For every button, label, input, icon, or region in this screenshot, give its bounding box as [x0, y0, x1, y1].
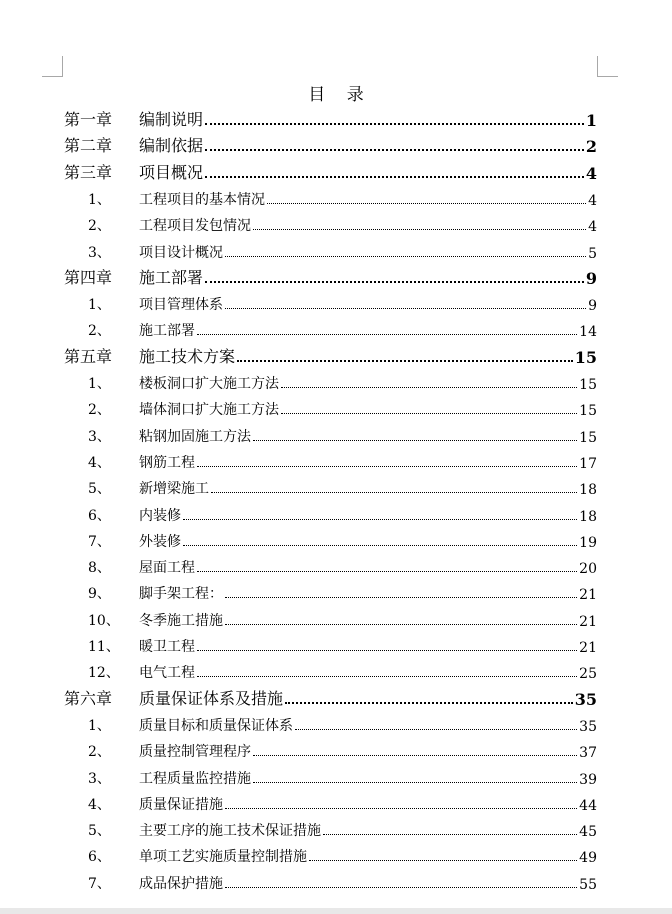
toc-entry-page-number: 5: [588, 245, 597, 262]
toc-dot-leader: [225, 887, 577, 888]
toc-section-entry[interactable]: [88, 632, 597, 656]
toc-section-entry[interactable]: [88, 711, 597, 735]
toc-dot-leader: [225, 624, 577, 625]
toc-entry-label: 质量目标和质量保证体系: [139, 717, 293, 734]
toc-entry-label: 质量控制管理程序: [139, 744, 251, 761]
toc-entry-label: 施工部署: [139, 323, 195, 340]
toc-entry-page-number: 18: [579, 508, 597, 525]
toc-entry-page-number: 35: [579, 718, 597, 735]
toc-entry-page-number: 15: [579, 429, 597, 446]
toc-entry-label: 墙体洞口扩大施工方法: [139, 402, 279, 419]
toc-entry-label: 质量保证措施: [139, 796, 223, 813]
toc-section-entry[interactable]: [88, 211, 597, 235]
toc-entry-label: 冬季施工措施: [139, 612, 223, 629]
toc-dot-leader: [225, 597, 577, 598]
toc-entry-label: 屋面工程: [139, 560, 195, 577]
toc-entry-number: 5、: [88, 481, 111, 498]
toc-entry-number: 2、: [88, 402, 111, 419]
toc-entry-label: 脚手架工程：: [139, 586, 223, 603]
toc-entry-page-number: 1: [585, 111, 597, 130]
toc-section-entry[interactable]: [88, 658, 597, 682]
toc-entry-page-number: 9: [585, 268, 597, 288]
toc-dot-leader: [197, 650, 577, 651]
toc-section-entry[interactable]: [88, 395, 597, 419]
toc-dot-leader: [205, 176, 584, 178]
toc-entry-page-number: 21: [579, 587, 597, 604]
toc-entry-number: 4、: [88, 796, 111, 813]
toc-entry-label: 暖卫工程: [139, 639, 195, 655]
toc-entry-label: 楼板洞口扩大施工方法: [139, 376, 279, 392]
toc-entry-number: 第一章: [64, 110, 113, 129]
toc-title: [0, 80, 672, 105]
toc-section-entry[interactable]: [88, 369, 597, 393]
toc-section-entry[interactable]: [88, 290, 597, 314]
toc-dot-leader: [253, 755, 577, 756]
toc-dot-leader: [225, 808, 577, 809]
toc-dot-leader: [225, 256, 586, 257]
toc-section-entry[interactable]: [88, 316, 597, 340]
toc-section-entry[interactable]: [88, 474, 597, 498]
toc-chapter-entry[interactable]: [64, 343, 597, 367]
toc-entry-label: 外装修: [139, 533, 181, 550]
toc-section-entry[interactable]: [88, 764, 597, 788]
toc-dot-leader: [225, 308, 586, 309]
toc-entry-label: 项目管理体系: [139, 297, 223, 314]
toc-entry-page-number: 15: [574, 347, 597, 367]
toc-dot-leader: [205, 281, 584, 283]
toc-section-entry[interactable]: [88, 422, 597, 446]
toc-entry-label: 新增梁施工: [139, 481, 209, 498]
toc-entry-label: 成品保护措施: [139, 875, 223, 892]
toc-entry-number: 12、: [88, 665, 120, 682]
toc-section-entry[interactable]: [88, 579, 597, 603]
toc-dot-leader: [253, 440, 577, 441]
toc-dot-leader: [267, 203, 586, 204]
toc-entry-number: 3、: [88, 244, 111, 261]
toc-entry-number: 第五章: [64, 346, 113, 366]
toc-entry-number: 1、: [88, 191, 111, 208]
toc-entry-label: 电气工程: [139, 665, 195, 682]
toc-dot-leader: [253, 229, 586, 230]
toc-entry-number: 8、: [88, 560, 111, 577]
toc-entry-label: 施工部署: [139, 267, 204, 287]
toc-entry-page-number: 15: [579, 377, 597, 393]
toc-dot-leader: [295, 729, 577, 730]
toc-entry-page-number: 19: [579, 534, 597, 551]
toc-entry-page-number: 39: [579, 771, 597, 788]
toc-dot-leader: [205, 123, 584, 125]
toc-entry-page-number: 17: [579, 455, 597, 472]
toc-entry-number: 2、: [88, 218, 111, 235]
toc-entry-number: 6、: [88, 849, 111, 866]
toc-entry-label: 粘钢加固施工方法: [139, 428, 251, 445]
toc-entry-label: 钢筋工程: [139, 454, 195, 471]
toc-entry-label: 编制依据: [139, 136, 204, 156]
toc-entry-page-number: 49: [579, 850, 597, 867]
toc-entry-number: 3、: [88, 770, 111, 787]
toc-entry-page-number: 45: [579, 824, 597, 841]
toc-entry-label: 项目概况: [139, 162, 204, 182]
toc-dot-leader: [197, 676, 577, 677]
toc-dot-leader: [197, 334, 577, 335]
margin-corner-mark-left: [42, 56, 63, 77]
toc-chapter-entry[interactable]: [64, 106, 597, 130]
toc-section-entry[interactable]: [88, 527, 597, 551]
toc-section-entry[interactable]: [88, 816, 597, 840]
toc-entry-number: 9、: [88, 586, 111, 603]
toc-section-entry[interactable]: [88, 553, 597, 577]
toc-chapter-entry[interactable]: [64, 264, 597, 288]
toc-entry-page-number: 14: [579, 324, 597, 341]
toc-dot-leader: [285, 702, 573, 704]
toc-dot-leader: [281, 413, 577, 414]
toc-entry-number: 7、: [88, 875, 111, 892]
toc-chapter-entry[interactable]: [64, 685, 597, 709]
toc-entry-number: 2、: [88, 323, 111, 340]
toc-entry-page-number: 15: [579, 403, 597, 420]
toc-dot-leader: [205, 149, 584, 151]
toc-section-entry[interactable]: [88, 869, 597, 893]
toc-entry-page-number: 44: [579, 797, 597, 814]
toc-entry-number: 4、: [88, 454, 111, 471]
toc-section-entry[interactable]: [88, 501, 597, 525]
toc-entry-number: 3、: [88, 428, 111, 445]
toc-entry-page-number: 37: [579, 745, 597, 762]
toc-entry-label: 项目设计概况: [139, 244, 223, 261]
toc-section-entry[interactable]: [88, 448, 597, 472]
toc-entry-number: 第四章: [64, 267, 113, 287]
toc-entry-page-number: 4: [588, 219, 597, 236]
toc-entry-label: 工程项目发包情况: [139, 218, 251, 235]
toc-entry-label: 单项工艺实施质量控制措施: [139, 849, 307, 866]
toc-entry-number: 第二章: [64, 136, 113, 156]
toc-entry-number: 5、: [88, 823, 111, 840]
toc-dot-leader: [237, 360, 573, 362]
toc-entry-number: 10、: [88, 612, 120, 629]
toc-section-entry[interactable]: [88, 606, 597, 630]
toc-entry-page-number: 20: [579, 561, 597, 578]
toc-dot-leader: [281, 387, 577, 388]
toc-dot-leader: [183, 545, 577, 546]
margin-corner-mark-right: [597, 56, 618, 77]
toc-entry-label: 内装修: [139, 507, 181, 524]
toc-dot-leader: [197, 571, 577, 572]
toc-entry-page-number: 9: [588, 298, 597, 315]
toc-entry-page-number: 4: [588, 192, 597, 209]
toc-entry-page-number: 25: [579, 666, 597, 683]
toc-dot-leader: [211, 492, 577, 493]
toc-dot-leader: [253, 782, 577, 783]
toc-entry-page-number: 21: [579, 613, 597, 630]
toc-entry-label: 编制说明: [139, 110, 204, 129]
toc-dot-leader: [183, 519, 577, 520]
toc-dot-leader: [197, 466, 577, 467]
toc-entry-label: 主要工序的施工技术保证措施: [139, 823, 321, 840]
toc-entry-number: 6、: [88, 507, 111, 524]
toc-entry-page-number: 18: [579, 482, 597, 499]
toc-section-entry[interactable]: [88, 185, 597, 209]
toc-entry-number: 1、: [88, 717, 111, 734]
toc-entry-number: 11、: [88, 639, 120, 655]
toc-section-entry[interactable]: [88, 842, 597, 866]
toc-dot-leader: [323, 834, 577, 835]
toc-entry-page-number: 21: [579, 640, 597, 656]
toc-entry-page-number: 2: [585, 137, 597, 157]
toc-entry-label: 质量保证体系及措施: [139, 688, 284, 708]
toc-dot-leader: [309, 860, 577, 861]
toc-entry-page-number: 35: [574, 689, 597, 709]
toc-entry-number: 第六章: [64, 688, 113, 708]
toc-entry-number: 第三章: [64, 162, 113, 182]
toc-entry-number: 7、: [88, 533, 111, 550]
toc-entry-number: 1、: [88, 297, 111, 314]
toc-title-text: 目 录: [308, 85, 364, 105]
toc-section-entry[interactable]: [88, 238, 597, 262]
toc-entry-number: 2、: [88, 744, 111, 761]
toc-entry-label: 工程项目的基本情况: [139, 191, 265, 208]
toc-entry-page-number: 55: [579, 876, 597, 893]
toc-entry-number: 1、: [88, 376, 111, 392]
toc-chapter-entry[interactable]: [64, 159, 597, 183]
toc-chapter-entry[interactable]: [64, 132, 597, 156]
toc-entry-label: 工程质量监控措施: [139, 770, 251, 787]
toc-entry-label: 施工技术方案: [139, 346, 236, 366]
toc-entry-page-number: 4: [585, 163, 597, 183]
toc-section-entry[interactable]: [88, 790, 597, 814]
toc-section-entry[interactable]: [88, 737, 597, 761]
page-bottom-edge: [0, 908, 672, 914]
